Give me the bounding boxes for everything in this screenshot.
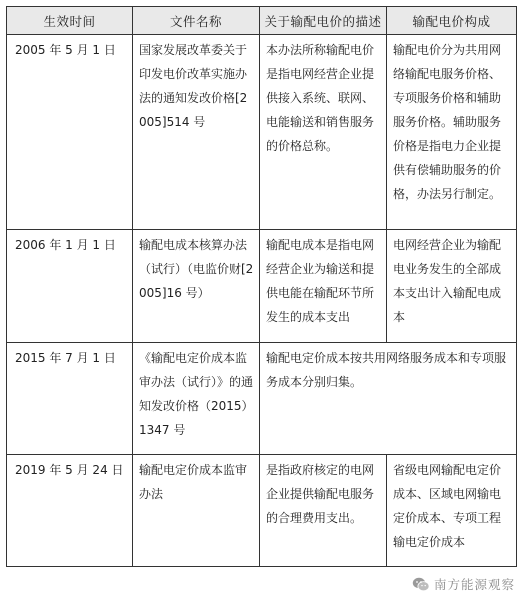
effective-date-cell — [7, 230, 133, 343]
price-description: 本办法所称输配电价是指电网经营企业提供接入系统、联网、电能输送和销售服务的价格总称。 — [266, 43, 375, 153]
document-name-cell — [133, 35, 260, 230]
description-cell — [260, 455, 387, 567]
composition-cell — [387, 35, 517, 230]
policy-table — [6, 6, 517, 567]
effective-date: 2019 年 5 月 24 日 — [15, 463, 124, 477]
effective-date-cell — [7, 35, 133, 230]
header-price-description: 关于输配电价的描述 — [260, 7, 387, 35]
document-name-cell — [133, 455, 260, 567]
document-name-cell — [133, 230, 260, 343]
price-composition: 输配电价分为共用网络输配电服务价格、专项服务价格和辅助服务价格。辅助服务价格是指电力企业提供有偿辅助服务的价格，办法另行制定。 — [393, 43, 502, 201]
header-row — [7, 7, 517, 35]
price-description: 输配电成本是指电网经营企业为输送和提供电能在输配环节所发生的成本支出 — [266, 238, 375, 324]
document-name-cell — [133, 343, 260, 455]
effective-date-cell — [7, 455, 133, 567]
table-row — [7, 455, 517, 567]
price-composition: 电网经营企业为输配电业务发生的全部成本支出计入输配电成本 — [393, 238, 502, 324]
document-name: 输配电成本核算办法（试行）（电监价财[2005]16 号） — [139, 238, 254, 300]
merged-description-cell — [260, 343, 517, 455]
effective-date: 2006 年 1 月 1 日 — [15, 238, 116, 252]
price-composition: 省级电网输配电定价成本、区域电网输电定价成本、专项工程输电定价成本 — [393, 463, 502, 549]
effective-date-cell — [7, 343, 133, 455]
effective-date: 2015 年 7 月 1 日 — [15, 351, 116, 365]
header-price-composition: 输配电价构成 — [387, 7, 517, 35]
price-description: 是指政府核定的电网企业提供输配电服务的合理费用支出。 — [266, 463, 375, 525]
composition-cell — [387, 230, 517, 343]
watermark — [412, 575, 515, 593]
composition-cell — [387, 455, 517, 567]
merged-description: 输配电定价成本按共用网络服务成本和专项服务成本分别归集。 — [266, 351, 507, 389]
table-row — [7, 343, 517, 455]
description-cell — [260, 230, 387, 343]
document-name: 国家发展改革委关于印发电价改革实施办法的通知发改价格[2005]514 号 — [139, 43, 248, 129]
document-name: 输配电定价成本监审办法 — [139, 463, 248, 501]
document-name: 《输配电定价成本监审办法（试行）》的通知发改价格（2015）1347 号 — [139, 351, 254, 437]
table-row — [7, 230, 517, 343]
description-cell — [260, 35, 387, 230]
table-row — [7, 35, 517, 230]
header-effective-date: 生效时间 — [7, 7, 133, 35]
wechat-icon — [412, 577, 430, 592]
header-document-name: 文件名称 — [133, 7, 260, 35]
effective-date: 2005 年 5 月 1 日 — [15, 43, 116, 57]
watermark-text: 南方能源观察 — [433, 577, 515, 592]
